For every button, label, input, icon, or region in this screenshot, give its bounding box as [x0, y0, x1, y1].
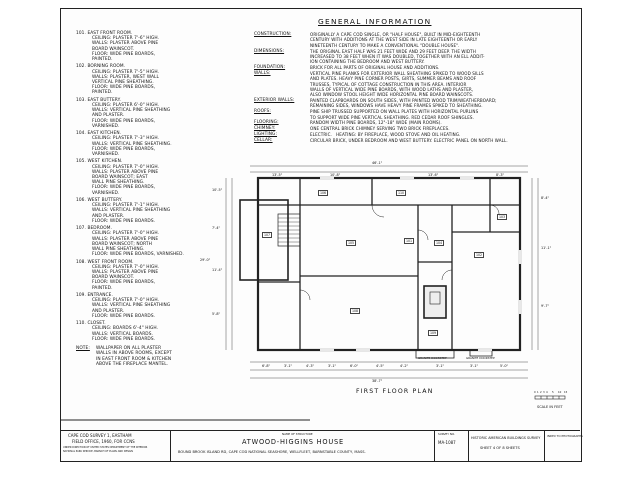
general-info-line: THE ORIGINAL EAST HALF WAS 21 FEET WIDE AND 29 FEET DEEP. THE WIDTH: [310, 48, 476, 54]
dim-bottom-3: 4'-3": [306, 364, 315, 368]
dim-top-overall: 46'-1": [372, 161, 383, 165]
general-info-line: ION CONTAINING THE BEDROOM AND WEST BUTTERY.: [310, 59, 425, 65]
room-finish-line: FLOOR: WIDE PINE BOARDS,: [92, 51, 156, 57]
room-finish-line: BOARD WAINSCOT.: [92, 46, 135, 52]
room-finish-number: 108.: [76, 259, 88, 265]
room-finish-title: EAST BUTTERY.: [87, 97, 121, 103]
room-finish-line: FLOOR: WIDE PINE BOARDS.: [92, 336, 156, 342]
dim-bottom-8: 3'-1": [436, 364, 445, 368]
dim-left-overall: 29'-0": [200, 258, 211, 262]
dim-bottom-9: 3'-1": [470, 364, 479, 368]
title-block: [60, 430, 583, 461]
room-finish-title: WEST FRONT ROOM.: [87, 259, 134, 265]
note-line: WALLPAPER ON ALL PLASTER: [96, 346, 162, 352]
general-info-line: REMAINING SIDES, WINDOWS HAVE HEAVY PINE FRAMES SPIKED TO SHEATHING.: [310, 103, 483, 109]
room-tag-101: 101: [406, 239, 413, 243]
dim-bottom-6: 4'-5": [376, 364, 385, 368]
general-info-line: ALSO WINDOW STOOL HEIGHT WIDE HORIZONTAL PINE BOARD WAINSCOTS.: [310, 92, 474, 98]
room-finish-line: PAINTED.: [92, 90, 113, 96]
habs-title: HISTORIC AMERICAN BUILDINGS SURVEY: [471, 436, 541, 440]
note-line: IN EAST FRONT ROOM & KITCHEN: [96, 356, 172, 362]
dim-bottom-overall: 38'-7": [372, 379, 383, 383]
dim-right-3: 9'-7": [541, 304, 550, 308]
room-finish-line: VARNISHED.: [92, 190, 120, 196]
title-block-survey: [434, 431, 469, 461]
dim-bottom-5: 6'-0": [350, 364, 359, 368]
room-tag-104: 104: [436, 241, 443, 245]
west-ell-wall: [240, 200, 288, 280]
general-info-line: ORIGINALLY A CAPE COD SINGLE, OR "HALF HOUSE", BUILT IN MID-EIGHTEENTH: [310, 32, 481, 37]
room-finish-line: FLOOR: WIDE PINE BOARDS,: [92, 146, 156, 152]
room-finish-line: CEILING: PLASTER 7'-5" HIGH.: [92, 69, 160, 75]
room-finish-line: WALLS: PLASTER ABOVE PINE: [92, 41, 159, 47]
structure-location: BOUND BROOK ISLAND RD, CAPE COD NATIONAL SEASHORE, WELLFLEET, BARNSTABLE COUNTY, MASS.: [178, 450, 366, 454]
general-info-label: CONSTRUCTION:: [254, 32, 292, 37]
room-finish-line: CEILING: PLASTER 7'-1" HIGH.: [92, 203, 160, 209]
dim-right-2: 11'-1": [541, 246, 552, 250]
room-tag-105: 105: [348, 241, 355, 245]
dim-bottom-7: 4'-2": [400, 364, 409, 368]
general-info-line: VERTICAL PINE PLANKS FOR EXTERIOR WALL SHEATHING SPIKED TO WOOD SILLS: [310, 70, 484, 76]
dim-left-3: 11'-4": [212, 268, 223, 272]
room-finish-line: FLOOR: WIDE PINE BOARDS,: [92, 280, 156, 286]
dim-bottom-10: 5'-0": [500, 364, 509, 368]
room-finish-number: 107.: [76, 226, 88, 232]
room-finish-line: AND PLASTER.: [92, 308, 125, 314]
room-tag-103: 103: [499, 215, 506, 219]
survey-number: MA-1087: [438, 440, 456, 445]
room-finish-line: FLOOR: WIDE PINE BOARDS,: [92, 118, 156, 124]
scale-mark: 2: [540, 391, 542, 394]
room-finish-line: WALLS: PLASTER ABOVE PINE: [92, 270, 159, 275]
room-finish-line: WALLS: VERTICAL PINE SHEATHING.: [92, 141, 172, 147]
scale-mark: 10: [558, 391, 562, 394]
central-chimney: [424, 286, 446, 318]
dim-left-1: 10'-5": [212, 188, 223, 192]
note-line: ABOVE THE FIREPLACE MANTEL.: [96, 361, 169, 367]
title-block-index: [544, 431, 583, 461]
field-office: FIELD OFFICE, 1960, FOR CCNS: [72, 439, 135, 444]
general-info-label: CHIMNEY:: [254, 126, 276, 132]
room-finish-line: BOARD WAINSCOT; EAST: [92, 175, 148, 180]
room-finish-line: CEILING: PLASTER 7'-0" HIGH.: [92, 231, 160, 237]
room-finish-number: 102.: [76, 64, 88, 70]
room-finish-line: FLOOR: WIDE PINE BOARDS, VARNISHED.: [92, 252, 184, 258]
room-finish-line: WALL PINE SHEATHING.: [92, 247, 145, 252]
room-finish-number: 110.: [76, 321, 88, 327]
dim-left-4: 5'-8": [212, 312, 221, 316]
survey-caption: SURVEY NO.: [438, 432, 455, 436]
note-label: NOTE:: [76, 346, 90, 352]
dim-top-3: 13'-6": [428, 173, 439, 177]
room-finish-line: VARNISHED.: [92, 152, 120, 157]
room-finish-line: CEILING: BOARDS 6'-4" HIGH.: [92, 326, 159, 332]
room-finish-line: WALLS: PLASTER, WEST WALL: [92, 74, 160, 80]
room-finish-line: CEILING: PLASTER 7'-0" HIGH.: [92, 264, 160, 270]
general-info-line: ELECTRIC. HEATING: BY FIREPLACE, WOOD STOVE AND OIL HEATING.: [310, 132, 461, 138]
room-finish-title: EAST KITCHEN.: [87, 131, 122, 137]
room-finish-line: FLOOR: WIDE PINE BOARDS,: [92, 85, 156, 91]
general-info-title: GENERAL INFORMATION: [318, 17, 432, 26]
room-finish-number: 103.: [76, 97, 88, 103]
note-line: WALLS IN ABOVE ROOMS, EXCEPT: [96, 351, 172, 357]
room-finish-line: VARNISHED.: [92, 123, 120, 129]
title-block-habs: [468, 431, 545, 461]
general-info-label: EXTERIOR WALLS:: [254, 98, 295, 103]
general-info-line: ONE CENTRAL BRICK CHIMNEY SERVING TWO BRICK FIREPLACES.: [310, 126, 450, 132]
room-finish-number: 104.: [76, 131, 88, 137]
room-finish-number: 106.: [76, 198, 88, 203]
general-info-label: CELLAR:: [254, 138, 273, 144]
title-block-name: [170, 431, 435, 461]
general-info-label: WALLS:: [254, 70, 271, 76]
general-info-line: RANDOM WIDTH PINE BOARDS, 12"-18" WIDE (MAIN ROOMS).: [310, 120, 442, 126]
interior-partitions: [258, 178, 520, 350]
dim-top-4: 8'-3": [496, 173, 505, 177]
scale-mark: 0: [534, 391, 536, 394]
room-tag-102: 102: [476, 253, 483, 257]
room-finish-line: CEILING: PLASTER 7'-0" HIGH.: [92, 164, 160, 170]
dim-bottom-2: 3'-1": [284, 364, 293, 368]
agency-line-1: UNDER DIRECTION OF UNITED STATES DEPARTMENT OF THE INTERIOR: [63, 446, 148, 449]
room-finish-title: WEST BUTTERY.: [87, 198, 123, 203]
general-info-label: LIGHTING:: [254, 132, 278, 138]
scale-label: SCALE IN FEET: [537, 405, 563, 409]
title-block-left: [60, 431, 171, 461]
room-finish-line: WALLS: VERTICAL PINE SHEATHING: [92, 108, 171, 114]
room-tag-110: 110: [398, 191, 405, 195]
general-info-line: AND PLATES. HEAVY PINE CORNER POSTS, GIRTS, SUMMER BEAMS AND ROOF: [310, 76, 477, 82]
room-finish-line: WALLS: PLASTER ABOVE PINE: [92, 169, 159, 175]
room-finish-number: 105.: [76, 159, 88, 165]
general-info-line: BRICK FOR ALL PARTS OF ORIGINAL HOUSE AND ADDITIONS.: [310, 65, 440, 70]
room-finish-line: WALLS: VERTICAL PINE SHEATHING: [92, 208, 171, 214]
room-finish-title: ENTRANCE.: [87, 293, 113, 298]
structure-name: ATWOOD-HIGGINS HOUSE: [242, 438, 344, 446]
room-finish-title: CLOSET.: [87, 321, 106, 327]
survey-title: CAPE COD SURVEY 1, EASTHAM: [68, 433, 132, 438]
dim-bottom-4: 3'-1": [328, 364, 337, 368]
room-finish-line: CEILING: PLASTER 7'-0" HIGH.: [92, 298, 160, 304]
door-swings: [300, 205, 499, 300]
general-info-line: PINE SHIP TRUSSED SUPPORTED ON WALL PLATES WITH HORIZONTAL PURLINS: [310, 109, 479, 115]
room-tag-109: 109: [430, 331, 437, 335]
general-info-line: PAINTED CLAPBOARDS ON SOUTH SIDES, WITH PAINTED WOOD TRIM/WEATHERBOARD;: [310, 98, 497, 103]
agency-line-2: NATIONAL PARK SERVICE, BRANCH OF PLANS AND DESIGN: [63, 450, 133, 453]
room-finish-number: 109.: [76, 293, 88, 298]
room-finish-line: WALL PINE SHEATHING.: [92, 180, 145, 186]
room-tag-106: 106: [320, 191, 327, 195]
dim-top-2: 10'-8": [330, 173, 341, 177]
room-finish-title: BORNING ROOM.: [87, 64, 126, 70]
room-finish-line: AND PLASTER.: [92, 113, 125, 119]
room-finish-line: WALLS: VERTICAL PINE SHEATHING: [92, 303, 171, 309]
general-info-line: CIRCULAR BRICK, UNDER BEDROOM AND WEST BUTTERY. ELECTRIC PANEL ON NORTH WALL.: [310, 138, 508, 144]
room-finish-title: EAST FRONT ROOM.: [87, 31, 133, 36]
room-finish-line: BOARD WAINSCOT.: [92, 275, 135, 281]
general-info-line: TO SUPPORT WIDE PINE VERTICAL SHEATHING. RED CEDAR ROOF SHINGLES.: [310, 114, 474, 120]
room-finish-number: 101.: [76, 31, 88, 36]
scale-mark: 1: [537, 391, 539, 394]
floor-plan-title: FIRST FLOOR PLAN: [356, 388, 434, 395]
outer-wall: [258, 178, 520, 350]
room-finish-line: CEILING: PLASTER 7'-3" HIGH.: [92, 136, 160, 142]
room-tag-108: 108: [352, 309, 359, 313]
general-info-line: TRUSSES, TYPICAL OF COTTAGE CONSTRUCTION IN THIS AREA. INTERIOR: [310, 81, 467, 87]
doorstep-label: GRANITE DOORSTEP: [418, 356, 447, 360]
general-info-label: FLOORING:: [254, 120, 279, 126]
room-finish-line: CEILING: PLASTER 6'-0" HIGH.: [92, 103, 160, 108]
dim-bottom-1: 6'-8": [262, 364, 271, 368]
room-finish-line: BOARD WAINSCOT; NORTH: [92, 241, 152, 247]
general-info-label: ROOFS:: [254, 109, 271, 115]
room-finish-line: AND PLASTER.: [92, 213, 125, 219]
general-info-line: NINETEENTH CENTURY TO MAKE A CONVENTIONAL "DOUBLE HOUSE".: [310, 42, 460, 48]
room-finish-title: WEST KITCHEN.: [87, 159, 123, 165]
doorstep-label-east: GRANITE DOORSTEP: [466, 356, 495, 360]
room-finish-line: WALLS: PLASTER ABOVE PINE: [92, 236, 159, 242]
graphic-scale: [535, 396, 565, 399]
room-finish-line: CEILING: PLASTER 7'-6" HIGH.: [92, 36, 160, 42]
dim-left-2: 7'-4": [212, 226, 221, 230]
general-info-line: INCREASED TO 38 FEET WHEN IT WAS DOUBLED, TOGETHER WITH AN ELL ADDIT-: [310, 53, 485, 59]
general-info-label: FOUNDATION:: [254, 65, 286, 70]
room-tag-107: 107: [264, 233, 271, 237]
general-info-label: DIMENSIONS:: [254, 48, 285, 54]
room-finish-line: VERTICAL PINE SHEATHING.: [92, 80, 154, 85]
name-caption: NAME OF STRUCTURE: [282, 432, 313, 436]
index-caption: INDEX TO PHOTOGRAPHS: [547, 434, 583, 438]
room-finish-line: PAINTED.: [92, 285, 113, 291]
scale-mark: 15: [564, 391, 568, 394]
general-info-line: WALLS OF VERTICAL WIDE PINE BOARDS, WITH WOOD LATHS AND PLASTER,: [310, 86, 474, 92]
scale-mark: 3: [543, 391, 545, 394]
room-finish-line: PAINTED.: [92, 57, 113, 62]
general-info-line: CENTURY WITH ADDITIONS AT THE WEST SIDE IN LATE EIGHTEENTH OR EARLY: [310, 37, 478, 43]
room-finish-line: FLOOR: WIDE PINE BOARDS.: [92, 218, 156, 224]
scale-mark: 5: [552, 391, 554, 394]
dim-top-1: 13'-5": [272, 173, 283, 177]
room-finish-title: BEDROOM.: [87, 226, 113, 232]
room-finish-line: WALLS: VERTICAL BOARDS.: [92, 331, 154, 337]
sheet-number: SHEET 4 OF 8 SHEETS: [480, 446, 520, 450]
dimension-lines: [226, 166, 538, 378]
scale-mark: 4: [546, 391, 548, 394]
dim-right-1: 8'-4": [541, 196, 550, 200]
room-finish-line: FLOOR: WIDE PINE BOARDS.: [92, 313, 156, 319]
stair-treads: [278, 218, 300, 242]
room-finish-line: FLOOR: WIDE PINE BOARDS,: [92, 185, 156, 191]
